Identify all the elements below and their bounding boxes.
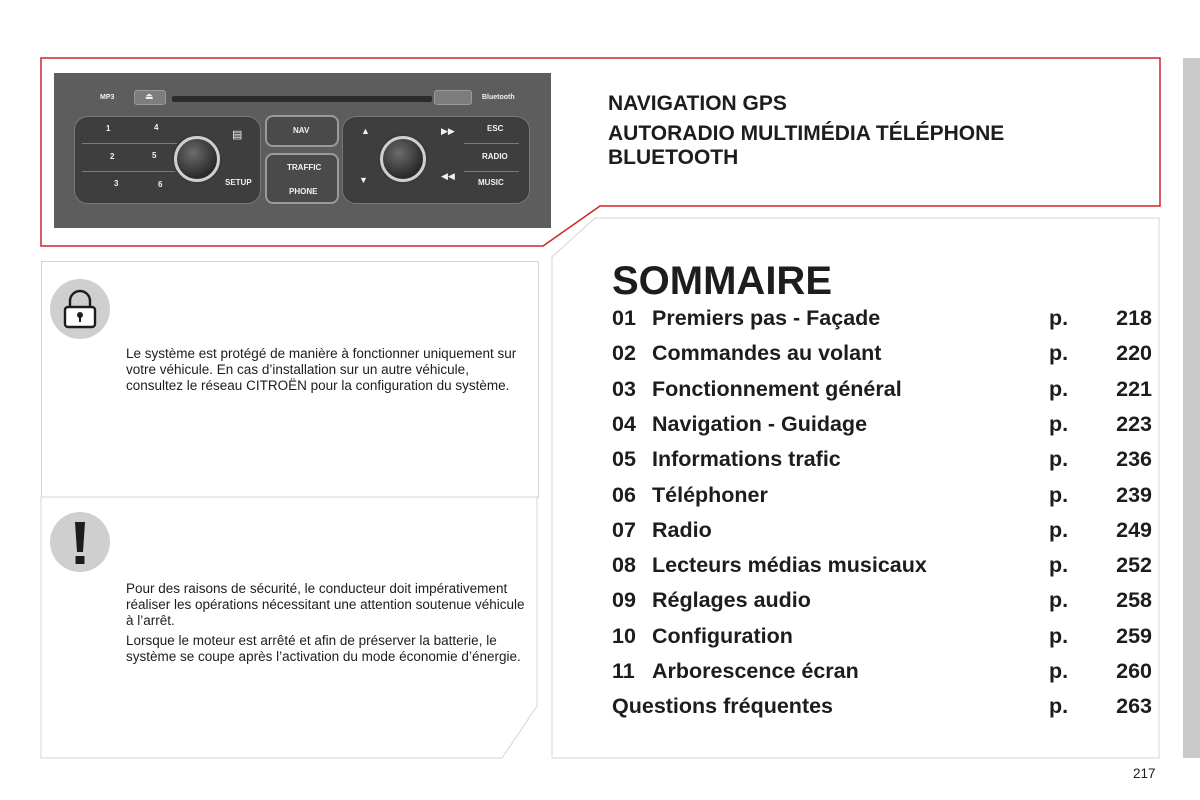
toc-entry-label: Questions fréquentes bbox=[612, 694, 834, 719]
esc-label: ESC bbox=[487, 124, 504, 133]
mp3-label: MP3 bbox=[100, 94, 115, 101]
toc-entry-label: Premiers pas - Façade bbox=[652, 306, 881, 330]
toc-entry-number: 08 bbox=[612, 553, 636, 578]
lock-icon-disc bbox=[50, 279, 110, 339]
lock-note-paragraph: Le système est protégé de manière à fonctionner uniquement sur votre véhicule. En cas d’installation sur un autre véhicule, consultez le réseau CITROËN pour la configuration du système. bbox=[126, 346, 517, 393]
preset-3: 3 bbox=[114, 179, 119, 188]
nav-label: NAV bbox=[293, 126, 310, 135]
toc-entry-page: 236 bbox=[1116, 447, 1152, 472]
toc-entry-label: Arborescence écran bbox=[652, 659, 859, 683]
toc-entry-label: Informations trafic bbox=[652, 447, 841, 472]
preset-5: 5 bbox=[152, 151, 157, 160]
eject-button bbox=[134, 90, 166, 105]
preset-6: 6 bbox=[158, 180, 163, 189]
header-title-line-2: AUTORADIO MULTIMÉDIA TÉLÉPHONE bbox=[608, 122, 1005, 145]
divider bbox=[82, 143, 177, 144]
toc-entry-page-prefix: p. bbox=[1049, 376, 1069, 401]
traffic-phone-button-illustration bbox=[265, 153, 339, 204]
toc-entry-page-prefix: p. bbox=[1049, 447, 1069, 472]
warning-note-paragraph-1: Pour des raisons de sécurité, le conducteur doit impérativement réaliser les opérations nécessitant une attention soutenue véhicule à l’arrêt. bbox=[126, 581, 525, 628]
warning-note-text bbox=[126, 581, 526, 669]
toc-entry[interactable] bbox=[612, 483, 1157, 513]
toc-entry-number: 04 bbox=[612, 411, 636, 436]
radio-panel-illustration bbox=[54, 73, 551, 228]
music-label: MUSIC bbox=[478, 178, 504, 187]
lock-icon bbox=[50, 279, 110, 339]
toc-entry-number: 02 bbox=[612, 341, 636, 366]
toc-entry-page: 220 bbox=[1116, 341, 1152, 366]
toc-entry-page: 252 bbox=[1116, 553, 1152, 578]
volume-knob bbox=[174, 136, 220, 182]
toc-entry-page-prefix: p. bbox=[1049, 588, 1069, 613]
toc-entry-number: 11 bbox=[612, 659, 635, 683]
toc-entry-page: 239 bbox=[1116, 482, 1152, 507]
toc-entry[interactable] bbox=[612, 447, 1157, 477]
toc-entry-label: Lecteurs médias musicaux bbox=[652, 553, 927, 578]
toc-entry[interactable] bbox=[612, 518, 1157, 548]
cd-slot bbox=[172, 96, 432, 102]
toc-entry[interactable] bbox=[612, 553, 1157, 583]
toc-entry[interactable] bbox=[612, 341, 1157, 371]
nav-button-illustration bbox=[265, 115, 339, 147]
divider bbox=[464, 143, 519, 144]
toc-entry-label: Fonctionnement général bbox=[652, 376, 902, 401]
toc-entry-number: 10 bbox=[612, 623, 636, 648]
toc-entry-page: 223 bbox=[1116, 411, 1152, 436]
preset-1: 1 bbox=[106, 124, 111, 133]
toc-entry-page: 258 bbox=[1116, 588, 1152, 613]
toc-entry-label: Configuration bbox=[652, 623, 793, 648]
toc-entry-number: 06 bbox=[612, 482, 636, 507]
header-title-line-3: BLUETOOTH bbox=[608, 146, 739, 169]
toc-entry-page: 260 bbox=[1116, 659, 1152, 683]
toc-entry[interactable] bbox=[612, 588, 1157, 618]
up-arrow-icon: ▲ bbox=[361, 126, 370, 136]
toc-entry-page: 263 bbox=[1116, 694, 1152, 719]
toc-entry-number: 01 bbox=[612, 306, 636, 330]
toc-entry-number: 03 bbox=[612, 376, 636, 401]
header-title-line-1: NAVIGATION GPS bbox=[608, 92, 787, 115]
divider bbox=[464, 171, 519, 172]
eject-icon: ⏏ bbox=[145, 91, 154, 101]
toc-entry-label: Navigation - Guidage bbox=[652, 411, 868, 436]
page-number: 217 bbox=[1133, 766, 1156, 781]
toc-entry-page: 221 bbox=[1116, 376, 1152, 401]
toc-entry-page-prefix: p. bbox=[1049, 659, 1069, 683]
toc-entry-page-prefix: p. bbox=[1049, 553, 1069, 578]
toc-entry[interactable] bbox=[612, 412, 1157, 442]
rewind-icon: ◀◀ bbox=[441, 171, 455, 181]
down-arrow-icon: ▼ bbox=[359, 175, 368, 185]
toc-entry-label: Commandes au volant bbox=[652, 341, 882, 366]
toc-entry-page-prefix: p. bbox=[1049, 482, 1069, 507]
toc-entry[interactable] bbox=[612, 624, 1157, 654]
toc-entry-number: 05 bbox=[612, 447, 636, 472]
radio-label: RADIO bbox=[482, 152, 508, 161]
phone-label: PHONE bbox=[289, 187, 318, 196]
toc-entry-page-prefix: p. bbox=[1049, 411, 1069, 436]
warning-icon-disc bbox=[50, 512, 110, 572]
toc-entry[interactable] bbox=[612, 694, 1157, 724]
setup-label: SETUP bbox=[225, 178, 252, 187]
divider bbox=[82, 171, 177, 172]
toc-entry-page-prefix: p. bbox=[1049, 306, 1069, 330]
fast-forward-icon: ▶▶ bbox=[441, 126, 455, 136]
sommaire-title: SOMMAIRE bbox=[612, 259, 832, 303]
toc-entry[interactable] bbox=[612, 306, 1157, 336]
lock-note-text bbox=[126, 346, 526, 398]
toc-entry[interactable] bbox=[612, 377, 1157, 407]
toc-entry-number: 07 bbox=[612, 517, 636, 542]
cd-button bbox=[434, 90, 472, 105]
preset-2: 2 bbox=[110, 152, 115, 161]
toc-entry-page: 259 bbox=[1116, 623, 1152, 648]
preset-4: 4 bbox=[154, 123, 159, 132]
toc-entry-page-prefix: p. bbox=[1049, 623, 1069, 648]
toc-entry-label: Radio bbox=[652, 517, 712, 542]
toc-entry-label: Téléphoner bbox=[652, 482, 768, 507]
warning-note-paragraph-2: Lorsque le moteur est arrêté et afin de préserver la batterie, le système se coupe après l’activation du mode économie d’énergie. bbox=[126, 633, 521, 664]
tuning-knob bbox=[380, 136, 426, 182]
toc-entry-page-prefix: p. bbox=[1049, 341, 1069, 366]
toc-entry-number: 09 bbox=[612, 588, 636, 613]
toc-entry-page: 218 bbox=[1116, 306, 1152, 330]
toc-entry-page-prefix: p. bbox=[1049, 694, 1069, 719]
bluetooth-label: Bluetooth bbox=[482, 94, 515, 101]
exclamation-icon bbox=[50, 512, 110, 572]
toc-entry-page: 249 bbox=[1116, 517, 1152, 542]
toc-entry-label: Réglages audio bbox=[652, 588, 811, 613]
traffic-label: TRAFFIC bbox=[287, 163, 322, 172]
menu-icon: ▤ bbox=[232, 129, 243, 141]
toc-entry[interactable] bbox=[612, 659, 1157, 689]
toc-entry-page-prefix: p. bbox=[1049, 517, 1069, 542]
